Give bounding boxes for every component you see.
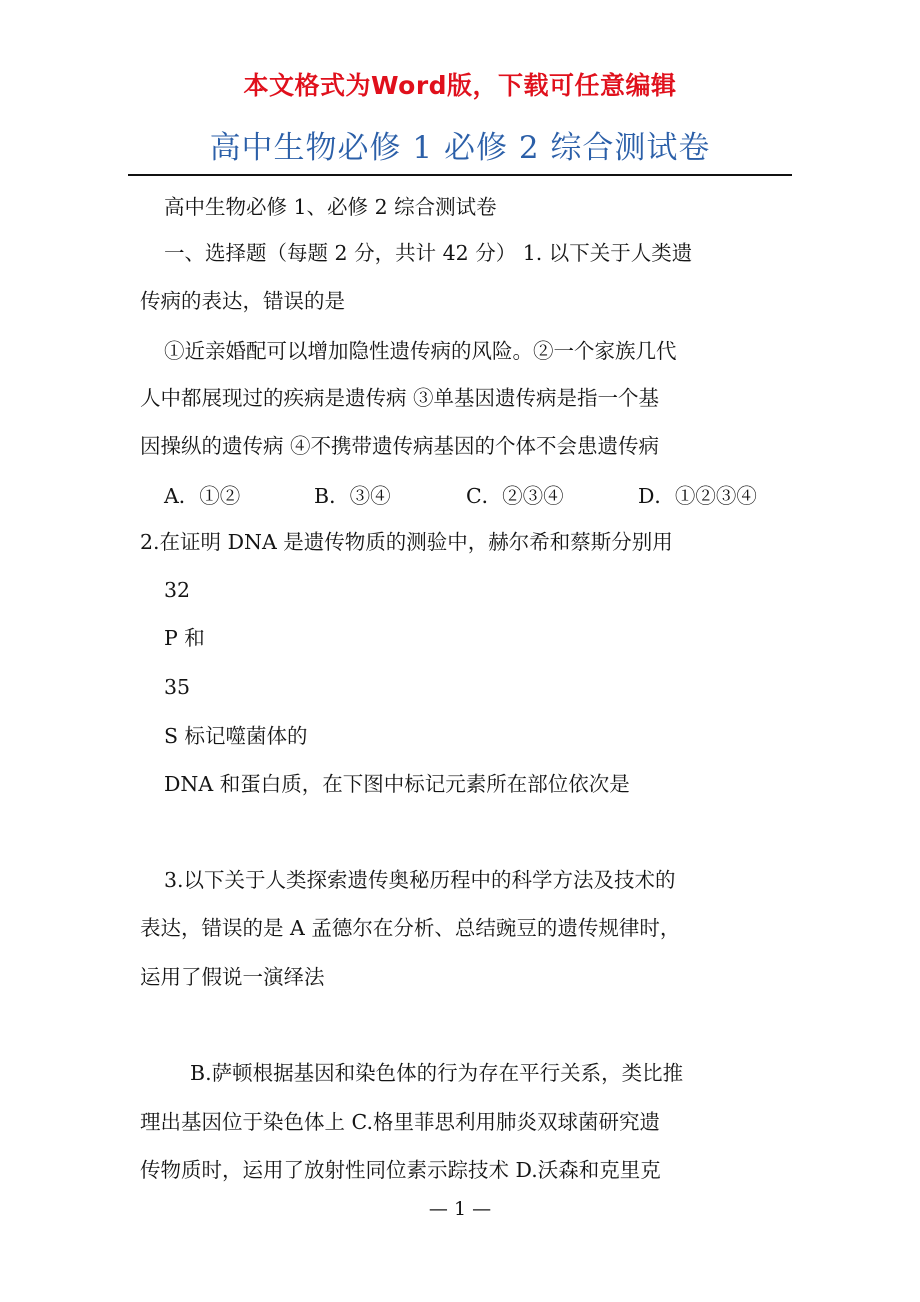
page-number: — 1 — [428, 1198, 492, 1220]
question-3-line-3: 运用了假说一演绎法 [140, 965, 325, 989]
question-1-line-3: ①近亲婚配可以增加隐性遗传病的风险。②一个家族几代 [164, 339, 677, 363]
question-2-fragment-3: 35 [164, 675, 191, 699]
question-3-line-5: 理出基因位于染色体上 C.格里菲思利用肺炎双球菌研究遗 [140, 1110, 660, 1134]
question-1-line-4: 人中都展现过的疾病是遗传病 ③单基因遗传病是指一个基 [140, 386, 660, 410]
question-2-fragment-1: 32 [164, 578, 191, 602]
option-c: C．②③④ [466, 484, 564, 508]
document-title: 高中生物必修 1 必修 2 综合测试卷 [209, 130, 711, 166]
question-1-line-5: 因操纵的遗传病 ④不携带遗传病基因的个体不会患遗传病 [140, 434, 660, 458]
question-2-line-1: 2.在证明 DNA 是遗传物质的测验中，赫尔希和蔡斯分别用 [140, 530, 673, 554]
question-3-line-1: 3.以下关于人类探索遗传奥秘历程中的科学方法及技术的 [164, 868, 676, 892]
option-d: D．①②③④ [638, 484, 757, 508]
question-2-fragment-4: S 标记噬菌体的 [164, 724, 308, 748]
question-1-line-1: 一、选择题（每题 2 分，共计 42 分） 1. 以下关于人类遗 [164, 241, 693, 265]
option-b: B．③④ [314, 484, 391, 508]
question-1-options [164, 482, 784, 510]
question-3-line-6: 传物质时，运用了放射性同位素示踪技术 D.沃森和克里克 [140, 1158, 661, 1182]
title-divider [128, 174, 792, 176]
subtitle: 高中生物必修 1、必修 2 综合测试卷 [164, 195, 497, 219]
option-a: A．①② [164, 484, 241, 508]
question-1-line-2: 传病的表达，错误的是 [140, 289, 345, 313]
question-3-line-2: 表达，错误的是 A 孟德尔在分析、总结豌豆的遗传规律时， [140, 916, 681, 940]
question-2-fragment-2: P 和 [164, 626, 205, 650]
word-format-banner: 本文格式为Word版，下载可任意编辑 [243, 71, 677, 100]
question-2-fragment-5: DNA 和蛋白质，在下图中标记元素所在部位依次是 [164, 772, 630, 796]
question-3-line-4: B.萨顿根据基因和染色体的行为存在平行关系，类比推 [190, 1061, 684, 1085]
